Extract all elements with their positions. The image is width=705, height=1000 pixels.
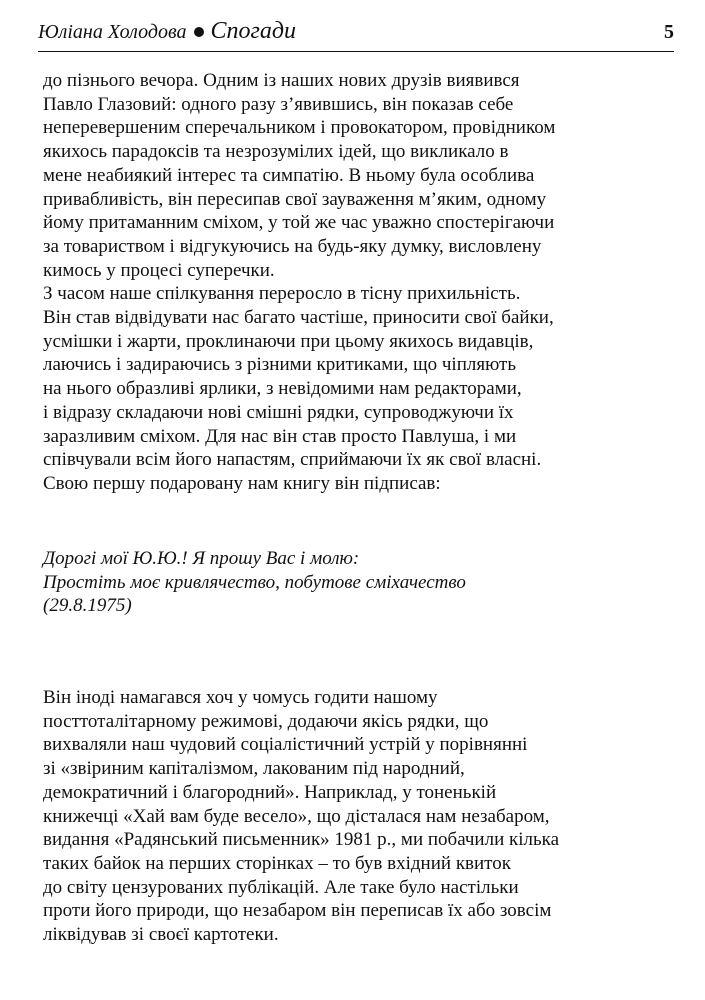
header-divider: [38, 51, 674, 52]
header-author: Юліана Холодова: [38, 21, 187, 43]
text-line: і відразу складаючи нові смішні рядки, супроводжуючи їх: [43, 401, 514, 423]
text-line: видання «Радянський письменник» 1981 р., ми побачили кілька: [43, 829, 560, 851]
text-line: проти його природи, що незабаром він переписав їх або зовсім: [43, 900, 552, 922]
text-line: заразливим сміхом. Для нас він став просто Павлуша, і ми: [43, 425, 517, 447]
bullet-dot-icon: [194, 27, 204, 37]
text-line: ліквідував зі своєї картотеки.: [43, 924, 279, 946]
text-line: лаючись і задираючись з різними критиками, що чіпляють: [43, 354, 517, 376]
text-line: таких байок на перших сторінках – то був вхідний квиток: [43, 852, 511, 874]
text-line: йому притаманним сміхом, у той же час уважно спостерігаючи: [43, 212, 555, 234]
text-line: зі «звіриним капіталізмом, лакованим під народний,: [43, 758, 465, 780]
text-line: на нього образливі ярлики, з невідомими нам редакторами,: [43, 378, 522, 400]
text-line: Він став відвідувати нас багато частіше, приносити свої байки,: [43, 307, 554, 329]
text-line: кимось у процесі суперечки.: [43, 259, 275, 281]
text-line: З часом наше спілкування переросло в тісну прихильність.: [43, 283, 521, 305]
text-line: співчували всім його напастям, сприймаючи їх як свої власні.: [43, 449, 542, 471]
inscription-line: Простіть моє кривлячество, побутове сміхачество: [43, 571, 466, 593]
page-number: 5: [664, 21, 674, 43]
text-line: мене неабиякий інтерес та симпатію. В ньому була особлива: [43, 164, 535, 186]
text-line: Він іноді намагався хоч у чомусь годити нашому: [43, 687, 438, 708]
paragraph-memoir-1: [43, 69, 677, 496]
text-line: вихваляли наш чудовий соціалістичний устрій у порівнянні: [43, 734, 528, 756]
paragraph-memoir-2: [43, 686, 677, 947]
text-line: посттоталітарному режимові, додаючи якісь рядки, що: [43, 710, 489, 732]
text-line: якихось парадоксів та незрозумілих ідей, що викликало в: [43, 141, 509, 163]
running-header: [38, 10, 674, 50]
running-title: [38, 18, 296, 45]
text-line: за товариством і відгукуючись на будь-яку думку, висловлену: [43, 235, 542, 257]
text-line: Павло Глазовий: одного разу з’явившись, він показав себе: [43, 93, 514, 115]
inscription-line: Дорогі мої Ю.Ю.! Я прошу Вас і молю:: [43, 548, 360, 569]
text-line: до світу цензурованих публікацій. Але таке було настільки: [43, 876, 519, 898]
text-line: книжечці «Хай вам буде весело», що дісталася нам незабаром,: [43, 805, 550, 827]
text-line: демократичний і благородний». Наприклад, у тоненькій: [43, 781, 497, 803]
text-line: усмішки і жарти, проклинаючи при цьому якихось видавців,: [43, 330, 534, 352]
text-line: неперевершеним сперечальником і провокатором, провідником: [43, 117, 556, 139]
text-line: до пізнього вечора. Одним із наших нових друзів виявився: [43, 70, 520, 91]
header-book-title: Спогади: [210, 18, 297, 44]
book-inscription: [43, 547, 677, 618]
text-line: привабливість, він пересипав свої зауваження м’яким, одному: [43, 188, 547, 210]
text-line: Свою першу подаровану нам книгу він підписав:: [43, 472, 441, 494]
inscription-date: (29.8.1975): [43, 595, 132, 617]
